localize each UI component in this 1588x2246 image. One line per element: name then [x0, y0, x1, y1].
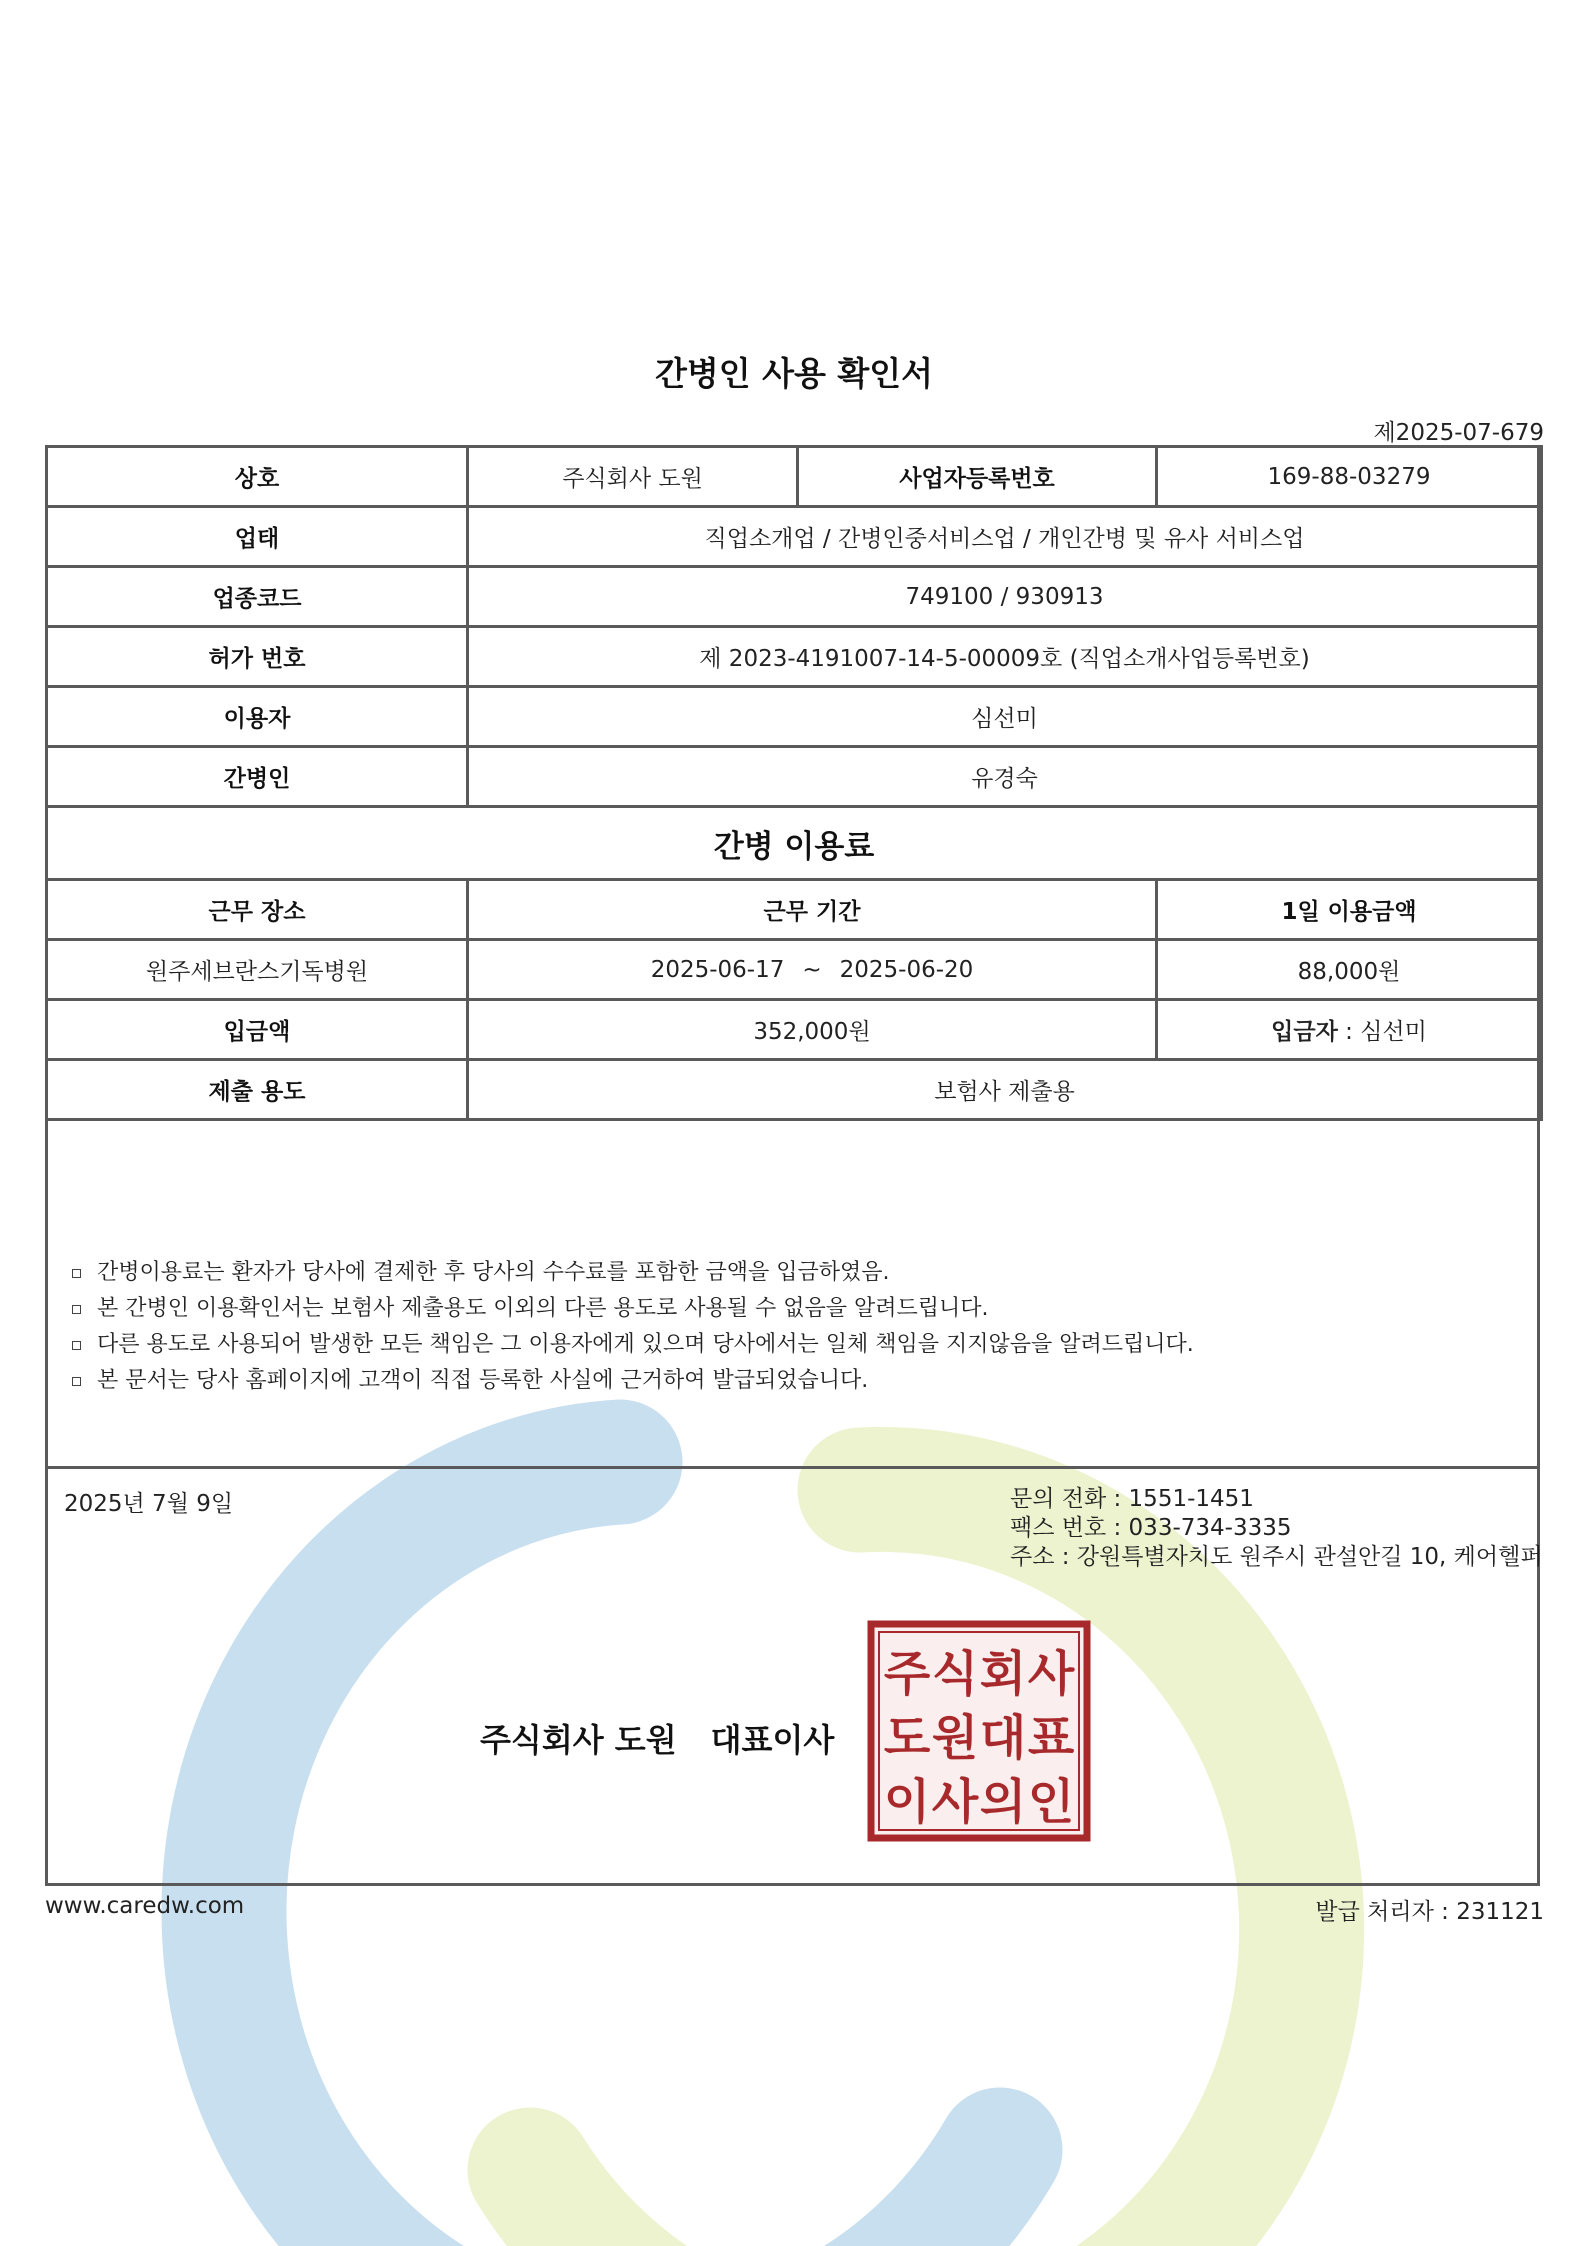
- deposit-label: 입금액: [47, 1000, 468, 1060]
- note-text: 간병이용료는 환자가 당사에 결제한 후 당사의 수수료를 포함한 금액을 입금하였음.: [97, 1260, 890, 1285]
- deposit-value: 352,000원: [468, 1000, 1157, 1060]
- industry-code-label: 업종코드: [47, 567, 468, 627]
- contact-fax: 팩스 번호 : 033-734-3335: [1010, 1515, 1292, 1541]
- row-trade-name: [47, 447, 1542, 507]
- note-text: 본 문서는 당사 홈페이지에 고객이 직접 등록한 사실에 근거하여 발급되었습니다.: [97, 1368, 869, 1393]
- note-text: 본 간병인 이용확인서는 보험사 제출용도 이외의 다른 용도로 사용될 수 없음을 알려드립니다.: [97, 1296, 989, 1321]
- business-type-value: 직업소개업 / 간병인중서비스업 / 개인간병 및 유사 서비스업: [468, 507, 1542, 567]
- row-purpose: [47, 1060, 1542, 1120]
- document-number: 제2025-07-679: [1373, 420, 1544, 446]
- industry-code-value: 749100 / 930913: [468, 567, 1542, 627]
- row-fee-values: [47, 940, 1542, 1000]
- seal-glyph: 식: [931, 1646, 979, 1702]
- issuer-id: 발급 처리자 : 231121: [1315, 1899, 1544, 1925]
- seal-glyph: 이: [883, 1774, 931, 1830]
- row-deposit: [47, 1000, 1542, 1060]
- website-url: www.caredw.com: [45, 1893, 245, 1919]
- purpose-label: 제출 용도: [47, 1060, 468, 1120]
- seal-glyph: 주: [883, 1646, 931, 1702]
- business-reg-value: 169-88-03279: [1157, 447, 1542, 507]
- note-item: [72, 1363, 1194, 1399]
- purpose-value: 보험사 제출용: [468, 1060, 1542, 1120]
- note-item: [72, 1255, 1194, 1291]
- business-reg-label: 사업자등록번호: [798, 447, 1157, 507]
- square-bullet-icon: [72, 1377, 81, 1386]
- square-bullet-icon: [72, 1269, 81, 1278]
- contact-address: 주소 : 강원특별자치도 원주시 관설안길 10, 케어헬퍼: [1010, 1544, 1543, 1570]
- workplace-value: 원주세브란스기독병원: [47, 940, 468, 1000]
- period-label: 근무 기간: [468, 880, 1157, 940]
- note-item: [72, 1327, 1194, 1363]
- fee-section-title: 간병 이용료: [47, 807, 1542, 880]
- license-label: 허가 번호: [47, 627, 468, 687]
- trade-name-label: 상호: [47, 447, 468, 507]
- seal-glyph: 원: [931, 1710, 979, 1766]
- square-bullet-icon: [72, 1305, 81, 1314]
- seal-glyph: 인: [1027, 1774, 1075, 1830]
- row-fee-title: [47, 807, 1542, 880]
- user-value: 심선미: [468, 687, 1542, 747]
- contact-info: [1010, 1485, 1543, 1572]
- depositor-colon: :: [1337, 1019, 1361, 1045]
- seal-glyph: 의: [979, 1774, 1027, 1830]
- square-bullet-icon: [72, 1341, 81, 1350]
- document-title: 간병인 사용 확인서: [654, 354, 933, 393]
- user-label: 이용자: [47, 687, 468, 747]
- trade-name-value: 주식회사 도원: [468, 447, 798, 507]
- note-text: 다른 용도로 사용되어 발생한 모든 책임은 그 이용자에게 있으며 당사에서는 일체 책임을 지지않음을 알려드립니다.: [97, 1332, 1194, 1357]
- depositor-value: 심선미: [1360, 1019, 1427, 1045]
- workplace-label: 근무 장소: [47, 880, 468, 940]
- notes-list: [72, 1255, 1194, 1399]
- row-caregiver: [47, 747, 1542, 807]
- business-type-label: 업태: [47, 507, 468, 567]
- daily-fee-value: 88,000원: [1157, 940, 1542, 1000]
- note-item: [72, 1291, 1194, 1327]
- license-value: 제 2023-4191007-14-5-00009호 (직업소개사업등록번호): [468, 627, 1542, 687]
- period-start: 2025-06-17: [650, 956, 785, 983]
- seal-glyph: 표: [1027, 1710, 1075, 1766]
- signature-company: 주식회사 도원: [480, 1721, 677, 1759]
- daily-fee-label: 1일 이용금액: [1157, 880, 1542, 940]
- signature-title: 대표이사: [710, 1721, 835, 1759]
- row-license: [47, 627, 1542, 687]
- section-divider: [45, 1466, 1540, 1469]
- row-fee-headers: [47, 880, 1542, 940]
- row-user: [47, 687, 1542, 747]
- seal-glyph: 도: [883, 1710, 931, 1766]
- period-value: [468, 940, 1157, 1000]
- seal-glyph: 대: [979, 1710, 1027, 1766]
- seal-glyph: 사: [931, 1774, 979, 1830]
- row-industry-code: [47, 567, 1542, 627]
- seal-glyph: 사: [1027, 1646, 1075, 1702]
- info-table: [45, 445, 1543, 1121]
- issue-date: 2025년 7월 9일: [64, 1491, 234, 1517]
- period-end: 2025-06-20: [839, 956, 974, 983]
- signature-line: [480, 1715, 834, 1761]
- depositor-cell: [1157, 1000, 1542, 1060]
- depositor-label: 입금자: [1271, 1019, 1338, 1045]
- period-separator: ~: [802, 956, 822, 983]
- caregiver-label: 간병인: [47, 747, 468, 807]
- caregiver-value: 유경숙: [468, 747, 1542, 807]
- contact-phone: 문의 전화 : 1551-1451: [1010, 1486, 1254, 1512]
- company-seal-stamp: [867, 1620, 1091, 1842]
- seal-glyph: 회: [979, 1646, 1027, 1702]
- row-business-type: [47, 507, 1542, 567]
